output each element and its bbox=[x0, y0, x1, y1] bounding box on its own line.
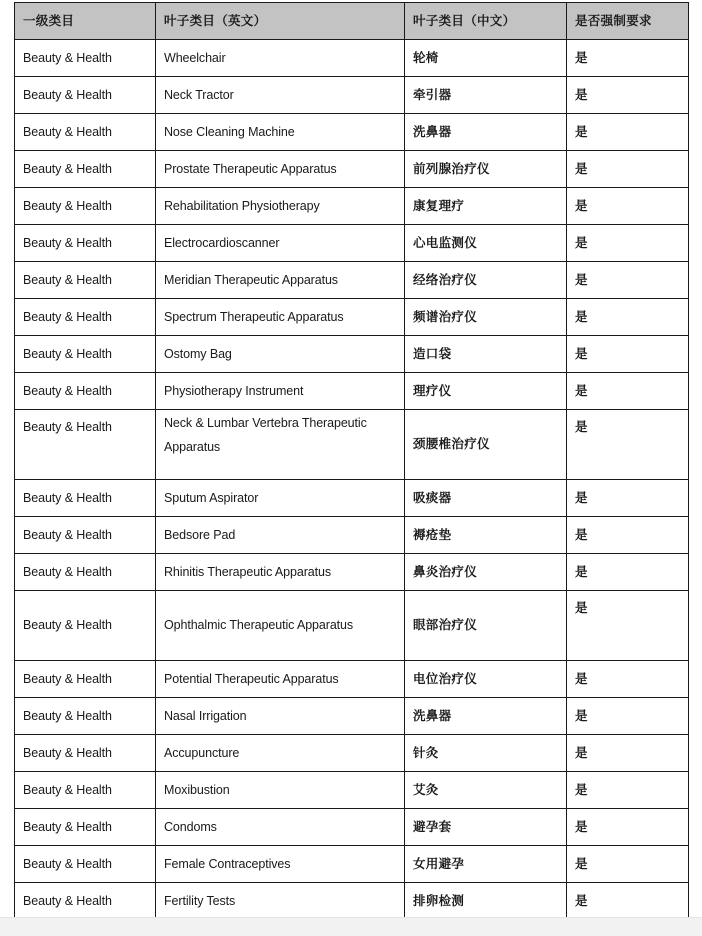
table-row bbox=[15, 554, 689, 591]
cell-leaf-category-cn: 理疗仪 bbox=[405, 373, 567, 410]
cell-primary-category: Beauty & Health bbox=[15, 772, 156, 809]
cell-leaf-category-cn: 吸痰器 bbox=[405, 480, 567, 517]
cell-leaf-category-en: Spectrum Therapeutic Apparatus bbox=[156, 299, 405, 336]
cell-mandatory-flag: 是 bbox=[567, 114, 689, 151]
cell-primary-category: Beauty & Health bbox=[15, 591, 156, 661]
table-row bbox=[15, 188, 689, 225]
cell-leaf-category-cn: 避孕套 bbox=[405, 809, 567, 846]
cell-primary-category: Beauty & Health bbox=[15, 188, 156, 225]
cell-leaf-category-cn: 女用避孕 bbox=[405, 846, 567, 883]
cell-leaf-category-cn: 造口袋 bbox=[405, 336, 567, 373]
cell-leaf-category-cn: 颈腰椎治疗仪 bbox=[405, 410, 567, 480]
table-row bbox=[15, 225, 689, 262]
table-row bbox=[15, 517, 689, 554]
cell-mandatory-flag: 是 bbox=[567, 77, 689, 114]
cell-mandatory-flag: 是 bbox=[567, 846, 689, 883]
cell-primary-category: Beauty & Health bbox=[15, 735, 156, 772]
cell-primary-category: Beauty & Health bbox=[15, 151, 156, 188]
table-row bbox=[15, 661, 689, 698]
table-row bbox=[15, 772, 689, 809]
cell-mandatory-flag: 是 bbox=[567, 809, 689, 846]
table-row bbox=[15, 262, 689, 299]
cell-leaf-category-en: Nasal Irrigation bbox=[156, 698, 405, 735]
cell-primary-category: Beauty & Health bbox=[15, 336, 156, 373]
column-header-leaf-category-en: 叶子类目（英文） bbox=[156, 3, 405, 40]
cell-leaf-category-cn: 鼻炎治疗仪 bbox=[405, 554, 567, 591]
cell-primary-category: Beauty & Health bbox=[15, 809, 156, 846]
table-row bbox=[15, 151, 689, 188]
cell-leaf-category-en: Meridian Therapeutic Apparatus bbox=[156, 262, 405, 299]
cell-primary-category: Beauty & Health bbox=[15, 262, 156, 299]
table-row bbox=[15, 336, 689, 373]
cell-leaf-category-en: Potential Therapeutic Apparatus bbox=[156, 661, 405, 698]
cell-mandatory-flag: 是 bbox=[567, 299, 689, 336]
table-row bbox=[15, 883, 689, 920]
cell-leaf-category-cn: 洗鼻器 bbox=[405, 114, 567, 151]
cell-primary-category: Beauty & Health bbox=[15, 225, 156, 262]
cell-primary-category: Beauty & Health bbox=[15, 299, 156, 336]
table-body bbox=[15, 40, 689, 920]
cell-leaf-category-en: Female Contraceptives bbox=[156, 846, 405, 883]
column-header-leaf-category-cn: 叶子类目（中文） bbox=[405, 3, 567, 40]
cell-leaf-category-en: Ophthalmic Therapeutic Apparatus bbox=[156, 591, 405, 661]
category-table bbox=[14, 2, 689, 920]
cell-mandatory-flag: 是 bbox=[567, 772, 689, 809]
cell-mandatory-flag: 是 bbox=[567, 225, 689, 262]
cell-primary-category: Beauty & Health bbox=[15, 480, 156, 517]
cell-leaf-category-cn: 排卵检测 bbox=[405, 883, 567, 920]
cell-primary-category: Beauty & Health bbox=[15, 373, 156, 410]
cell-leaf-category-cn: 频谱治疗仪 bbox=[405, 299, 567, 336]
cell-leaf-category-cn: 电位治疗仪 bbox=[405, 661, 567, 698]
cell-leaf-category-en: Bedsore Pad bbox=[156, 517, 405, 554]
table-row bbox=[15, 410, 689, 480]
cell-primary-category: Beauty & Health bbox=[15, 517, 156, 554]
cell-mandatory-flag: 是 bbox=[567, 151, 689, 188]
cell-leaf-category-en: Moxibustion bbox=[156, 772, 405, 809]
cell-leaf-category-en: Prostate Therapeutic Apparatus bbox=[156, 151, 405, 188]
cell-leaf-category-cn: 褥疮垫 bbox=[405, 517, 567, 554]
cell-leaf-category-cn: 康复理疗 bbox=[405, 188, 567, 225]
table-header-row bbox=[15, 3, 689, 40]
cell-leaf-category-en: Sputum Aspirator bbox=[156, 480, 405, 517]
cell-mandatory-flag: 是 bbox=[567, 188, 689, 225]
cell-leaf-category-en: Electrocardioscanner bbox=[156, 225, 405, 262]
cell-leaf-category-en: Fertility Tests bbox=[156, 883, 405, 920]
column-header-mandatory: 是否强制要求 bbox=[567, 3, 689, 40]
table-row bbox=[15, 77, 689, 114]
cell-mandatory-flag: 是 bbox=[567, 373, 689, 410]
table-row bbox=[15, 40, 689, 77]
cell-leaf-category-cn: 牵引器 bbox=[405, 77, 567, 114]
cell-primary-category: Beauty & Health bbox=[15, 40, 156, 77]
cell-mandatory-flag: 是 bbox=[567, 517, 689, 554]
cell-leaf-category-cn: 眼部治疗仪 bbox=[405, 591, 567, 661]
cell-leaf-category-cn: 前列腺治疗仪 bbox=[405, 151, 567, 188]
cell-leaf-category-cn: 洗鼻器 bbox=[405, 698, 567, 735]
cell-mandatory-flag: 是 bbox=[567, 883, 689, 920]
cell-primary-category: Beauty & Health bbox=[15, 410, 156, 480]
cell-leaf-category-en: Condoms bbox=[156, 809, 405, 846]
cell-leaf-category-en: Rehabilitation Physiotherapy bbox=[156, 188, 405, 225]
table-row bbox=[15, 480, 689, 517]
cell-mandatory-flag: 是 bbox=[567, 591, 689, 661]
cell-leaf-category-en: Wheelchair bbox=[156, 40, 405, 77]
cell-leaf-category-cn: 经络治疗仪 bbox=[405, 262, 567, 299]
table-row bbox=[15, 698, 689, 735]
cell-leaf-category-en: Ostomy Bag bbox=[156, 336, 405, 373]
table-row bbox=[15, 846, 689, 883]
cell-leaf-category-en: Neck & Lumbar Vertebra Therapeutic Apparatus bbox=[156, 410, 405, 480]
cell-primary-category: Beauty & Health bbox=[15, 698, 156, 735]
cell-leaf-category-cn: 轮椅 bbox=[405, 40, 567, 77]
cell-leaf-category-en: Accupuncture bbox=[156, 735, 405, 772]
cell-mandatory-flag: 是 bbox=[567, 480, 689, 517]
table-header bbox=[15, 3, 689, 40]
cell-mandatory-flag: 是 bbox=[567, 698, 689, 735]
cell-leaf-category-en: Rhinitis Therapeutic Apparatus bbox=[156, 554, 405, 591]
cell-mandatory-flag: 是 bbox=[567, 735, 689, 772]
cell-primary-category: Beauty & Health bbox=[15, 77, 156, 114]
table-row bbox=[15, 373, 689, 410]
table-row bbox=[15, 809, 689, 846]
cell-primary-category: Beauty & Health bbox=[15, 554, 156, 591]
cell-leaf-category-cn: 艾灸 bbox=[405, 772, 567, 809]
cell-mandatory-flag: 是 bbox=[567, 661, 689, 698]
cell-mandatory-flag: 是 bbox=[567, 554, 689, 591]
cell-primary-category: Beauty & Health bbox=[15, 114, 156, 151]
cell-mandatory-flag: 是 bbox=[567, 336, 689, 373]
cell-leaf-category-en: Physiotherapy Instrument bbox=[156, 373, 405, 410]
bottom-strip bbox=[0, 917, 702, 936]
cell-mandatory-flag: 是 bbox=[567, 410, 689, 480]
cell-leaf-category-en: Nose Cleaning Machine bbox=[156, 114, 405, 151]
cell-primary-category: Beauty & Health bbox=[15, 846, 156, 883]
cell-leaf-category-cn: 针灸 bbox=[405, 735, 567, 772]
cell-leaf-category-cn: 心电监测仪 bbox=[405, 225, 567, 262]
cell-leaf-category-en: Neck Tractor bbox=[156, 77, 405, 114]
cell-mandatory-flag: 是 bbox=[567, 40, 689, 77]
column-header-primary-category: 一级类目 bbox=[15, 3, 156, 40]
table-row bbox=[15, 299, 689, 336]
cell-primary-category: Beauty & Health bbox=[15, 883, 156, 920]
cell-primary-category: Beauty & Health bbox=[15, 661, 156, 698]
table-row bbox=[15, 591, 689, 661]
cell-mandatory-flag: 是 bbox=[567, 262, 689, 299]
table-row bbox=[15, 114, 689, 151]
category-table-container bbox=[14, 2, 688, 920]
table-row bbox=[15, 735, 689, 772]
